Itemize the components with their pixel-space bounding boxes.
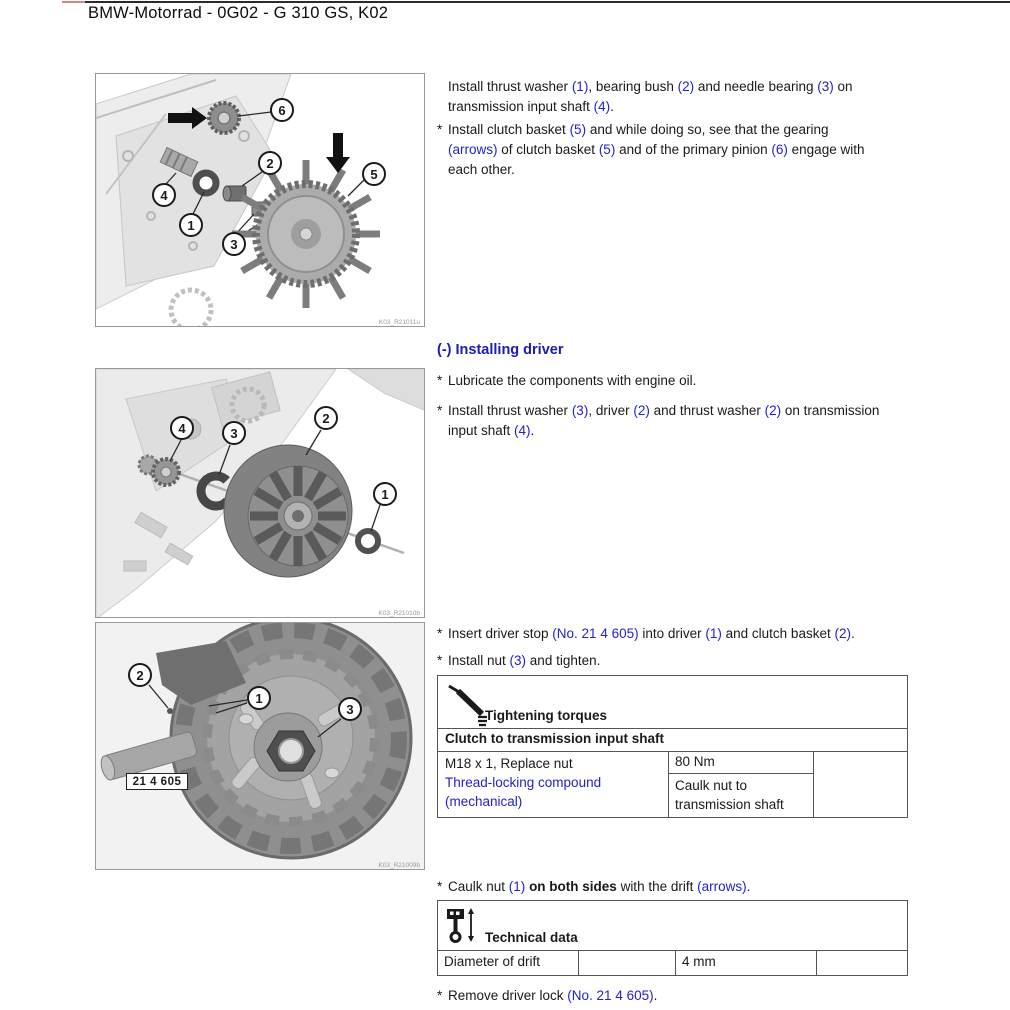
text-segment: and tighten. — [526, 653, 601, 668]
figure-3-watermark: K03_R21009b — [378, 862, 420, 869]
reference-link[interactable]: (5) — [569, 122, 587, 137]
tech-data-label-cell: Diameter of drift — [444, 954, 541, 969]
instruction-remove-driver-lock — [437, 986, 967, 1006]
callout-3: 3 — [222, 421, 246, 445]
text-segment: Lubricate the components with engine oil. — [448, 373, 697, 388]
text-segment: on — [833, 79, 853, 94]
bullet-marker: * — [437, 122, 443, 137]
reference-link[interactable]: (6) — [771, 142, 788, 157]
figure-2-watermark: K03_R21010b — [378, 610, 420, 617]
special-tool-label: 21 4 605 — [126, 773, 188, 790]
torque-value-cell: 80 Nm — [669, 752, 813, 774]
reference-link[interactable]: (4) — [514, 423, 531, 438]
text-segment: and thrust washer — [649, 403, 765, 418]
instruction-caulk-nut — [437, 877, 967, 897]
reference-link[interactable]: (1) — [571, 79, 589, 94]
reference-link[interactable]: (3) — [571, 403, 589, 418]
torque-section-label: Clutch to transmission input shaft — [438, 729, 907, 752]
instruction-install-nut — [437, 651, 967, 671]
text-segment: on both sides — [529, 879, 617, 894]
text-segment: , bearing bush — [588, 79, 678, 94]
reference-link[interactable]: (2) — [834, 626, 851, 641]
text-segment: . — [850, 626, 855, 641]
arrow-to-basket — [326, 133, 350, 173]
reference-link[interactable]: (1) — [705, 626, 722, 641]
text-segment: Install nut — [448, 653, 510, 668]
reference-link[interactable]: (3) — [817, 79, 834, 94]
text-segment: Insert driver stop — [448, 626, 553, 641]
header-rule-red-segment — [62, 1, 85, 3]
reference-link[interactable]: (No. 21 4 605) — [552, 626, 639, 641]
callout-2: 2 — [128, 663, 152, 687]
text-segment: input shaft — [448, 423, 515, 438]
text-segment: , driver — [588, 403, 634, 418]
text-segment: with the drift — [616, 879, 698, 894]
text-segment: of clutch basket — [497, 142, 599, 157]
header-rule-black-segment — [85, 1, 1010, 3]
bullet-marker: * — [437, 373, 443, 388]
text-segment: transmission input shaft — [448, 99, 594, 114]
text-segment: . — [610, 99, 614, 114]
torque-empty-cell — [813, 752, 907, 817]
fastener-spec: M18 x 1, Replace nut — [445, 756, 573, 771]
piston-measure-icon — [445, 906, 477, 948]
callout-6: 6 — [270, 98, 294, 122]
reference-link[interactable]: (4) — [593, 99, 611, 114]
text-segment: Caulk nut — [448, 879, 509, 894]
tightening-torques-header — [438, 676, 907, 729]
text-segment: . — [530, 423, 535, 438]
callout-2: 2 — [314, 406, 338, 430]
instruction-insert-driver-stop — [437, 624, 967, 644]
torque-note-cell: Caulk nut to transmission shaft — [675, 778, 784, 812]
reference-link[interactable]: (arrows) — [448, 142, 498, 157]
text-segment: . — [746, 879, 751, 894]
technical-data-header — [438, 901, 907, 951]
instruction-lubricate — [437, 371, 967, 391]
callout-1: 1 — [179, 213, 203, 237]
text-segment: and clutch basket — [721, 626, 835, 641]
header-rule — [62, 1, 1010, 3]
text-segment: . — [653, 988, 658, 1003]
figure-1-watermark: K03_R21011u — [378, 319, 420, 326]
reference-link[interactable]: (1) — [508, 879, 526, 894]
bullet-marker: * — [437, 403, 443, 418]
figure-driver-installation — [95, 368, 425, 618]
reference-link[interactable]: (No. 21 4 605) — [567, 988, 654, 1003]
reference-link[interactable]: (3) — [509, 653, 527, 668]
instruction-install-driver — [437, 401, 967, 441]
torque-fastener-cell — [438, 752, 669, 817]
text-segment: Install thrust washer — [448, 79, 572, 94]
instruction-install-clutch-basket — [437, 120, 967, 180]
section-heading-installing-driver: (-) Installing driver — [437, 342, 564, 358]
tech-data-value-cell: 4 mm — [675, 951, 816, 975]
text-segment: on transmission — [781, 403, 880, 418]
text-segment: Remove driver lock — [448, 988, 568, 1003]
text-segment: into driver — [638, 626, 706, 641]
bullet-marker: * — [437, 879, 443, 894]
technical-data-table — [437, 900, 908, 976]
bullet-marker: * — [437, 653, 443, 668]
technical-data-title: Technical data — [485, 930, 578, 945]
text-segment: Install thrust washer — [448, 403, 572, 418]
callout-3: 3 — [222, 232, 246, 256]
thread-locking-compound-link[interactable]: Thread-locking compound (mechanical) — [445, 775, 602, 809]
instruction-install-thrust-washer — [437, 77, 967, 117]
figure-1-illustration — [96, 74, 425, 327]
text-segment: and needle bearing — [694, 79, 818, 94]
tech-data-empty-cell-1 — [578, 951, 675, 975]
callout-1: 1 — [247, 686, 271, 710]
bullet-marker: * — [437, 988, 443, 1003]
callout-5: 5 — [362, 162, 386, 186]
tightening-torques-title: Tightening torques — [485, 708, 607, 723]
reference-link[interactable]: (2) — [677, 79, 695, 94]
bullet-marker: * — [437, 626, 443, 641]
reference-link[interactable]: (arrows) — [697, 879, 747, 894]
tightening-torques-table — [437, 675, 908, 818]
figure-3-illustration — [96, 623, 425, 870]
text-segment: each other. — [448, 162, 515, 177]
text-segment: and while doing so, see that the gearing — [586, 122, 829, 137]
callout-4: 4 — [170, 416, 194, 440]
reference-link[interactable]: (5) — [598, 142, 616, 157]
figure-clutch-basket-installation — [95, 73, 425, 327]
page-title: BMW-Motorrad - 0G02 - G 310 GS, K02 — [88, 4, 389, 22]
figure-driver-stop-nut — [95, 622, 425, 870]
callout-1: 1 — [373, 482, 397, 506]
reference-link[interactable]: (2) — [764, 403, 782, 418]
text-segment: and of the primary pinion — [615, 142, 772, 157]
callout-3: 3 — [338, 697, 362, 721]
tech-data-empty-cell-2 — [816, 951, 907, 975]
reference-link[interactable]: (2) — [633, 403, 650, 418]
callout-2: 2 — [258, 151, 282, 175]
text-segment: Install clutch basket — [448, 122, 570, 137]
callout-4: 4 — [152, 183, 176, 207]
text-segment: engage with — [787, 142, 865, 157]
